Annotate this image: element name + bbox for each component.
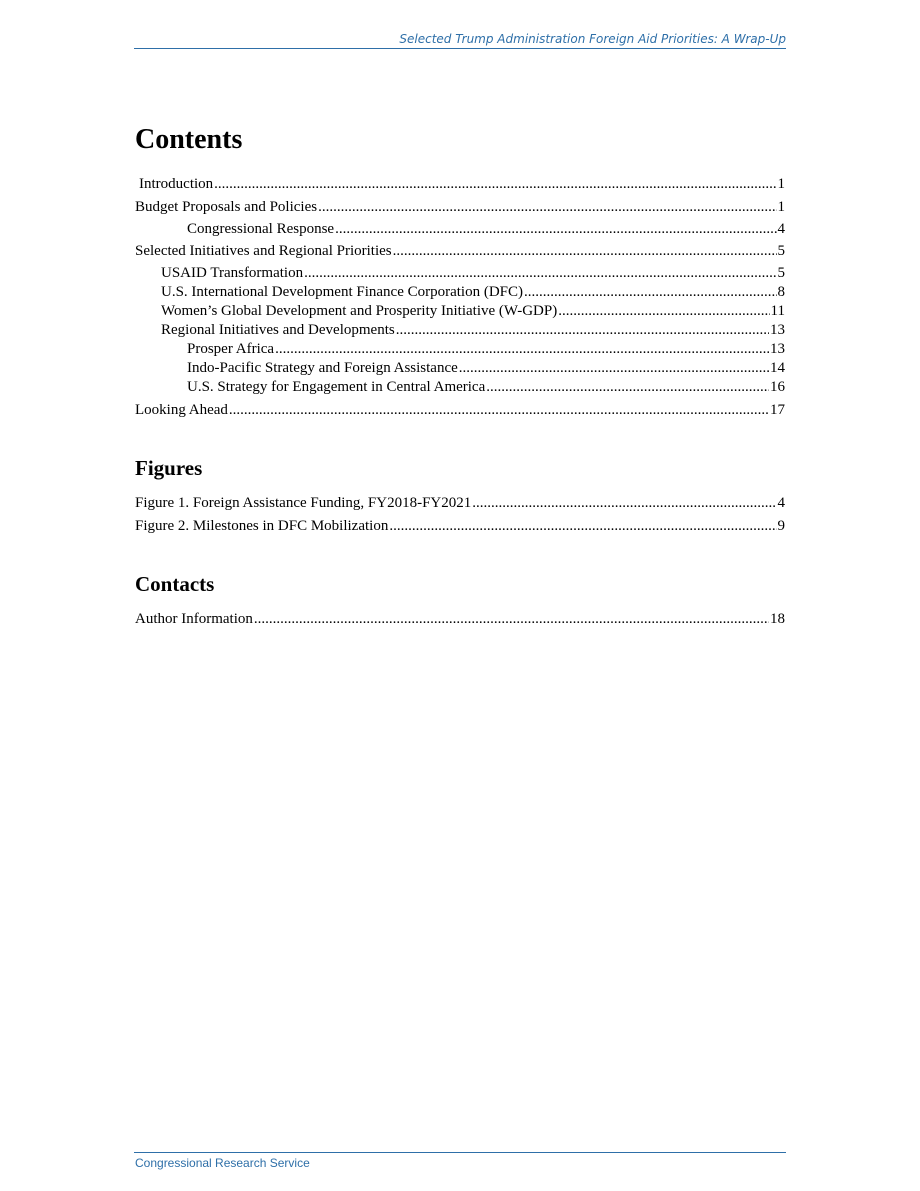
toc-entry-page: 1 xyxy=(777,199,785,215)
toc-entry-page: 11 xyxy=(770,303,785,319)
contact-entry-page: 18 xyxy=(770,611,785,627)
toc-leader-dots xyxy=(486,378,769,396)
toc-entry-indo-pacific[interactable] xyxy=(187,359,785,377)
toc-leader-dots xyxy=(389,517,776,535)
toc-entry-page: 13 xyxy=(770,341,785,357)
toc-entry-usaid-transformation[interactable] xyxy=(161,264,785,282)
toc-entry-budget-proposals[interactable] xyxy=(135,198,785,216)
contacts-heading: Contacts xyxy=(135,572,215,596)
toc-entry-dfc[interactable] xyxy=(161,283,785,301)
toc-entry-central-america[interactable] xyxy=(187,378,785,396)
toc-entry-title: Indo-Pacific Strategy and Foreign Assistance xyxy=(187,360,458,376)
toc-entry-page: 14 xyxy=(770,360,785,376)
toc-entry-w-gdp[interactable] xyxy=(161,302,785,320)
toc-entry-page: 16 xyxy=(770,379,785,395)
toc-leader-dots xyxy=(459,359,769,377)
toc-entry-title: Regional Initiatives and Developments xyxy=(161,322,395,338)
figure-entry-page: 4 xyxy=(777,495,785,511)
toc-leader-dots xyxy=(214,175,776,193)
figure-entry-title: Figure 2. Milestones in DFC Mobilization xyxy=(135,518,389,534)
toc-entry-page: 4 xyxy=(777,221,785,237)
toc-entry-page: 17 xyxy=(770,402,785,418)
toc-entry-page: 8 xyxy=(777,284,785,300)
toc-entry-page: 5 xyxy=(777,243,785,259)
page-footer xyxy=(134,1152,786,1170)
figure-entry-2[interactable] xyxy=(135,517,785,535)
toc-entry-title: Looking Ahead xyxy=(135,402,228,418)
toc-leader-dots xyxy=(304,264,776,282)
toc-entry-page: 5 xyxy=(777,265,785,281)
header-title: Selected Trump Administration Foreign Aid Priorities: A Wrap-Up xyxy=(399,32,786,46)
toc-entry-looking-ahead[interactable] xyxy=(135,401,785,419)
page-header xyxy=(134,32,786,49)
toc-entry-title: Prosper Africa xyxy=(187,341,275,357)
contact-entry-title: Author Information xyxy=(135,611,253,627)
figure-entry-title: Figure 1. Foreign Assistance Funding, FY2018-FY2021 xyxy=(135,495,472,511)
toc-entry-title: Introduction xyxy=(139,176,214,192)
toc-entry-title: U.S. Strategy for Engagement in Central America xyxy=(187,379,486,395)
figure-entry-page: 9 xyxy=(777,518,785,534)
toc-entry-title: Women’s Global Development and Prosperity Initiative (W-GDP) xyxy=(161,303,558,319)
toc-entry-selected-initiatives[interactable] xyxy=(135,242,785,260)
footer-text: Congressional Research Service xyxy=(135,1156,310,1170)
toc-leader-dots xyxy=(524,283,776,301)
toc-entry-page: 13 xyxy=(770,322,785,338)
toc-entry-regional-initiatives[interactable] xyxy=(161,321,785,339)
toc-entry-title: U.S. International Development Finance Corporation (DFC) xyxy=(161,284,524,300)
toc-leader-dots xyxy=(472,494,776,512)
toc-leader-dots xyxy=(275,340,769,358)
toc-entry-title: Selected Initiatives and Regional Priorities xyxy=(135,243,392,259)
toc-entry-title: USAID Transformation xyxy=(161,265,304,281)
toc-leader-dots xyxy=(229,401,769,419)
toc-entry-page: 1 xyxy=(777,176,785,192)
toc-leader-dots xyxy=(558,302,769,320)
toc-leader-dots xyxy=(393,242,777,260)
contents-heading: Contents xyxy=(135,124,243,155)
toc-entry-introduction[interactable] xyxy=(139,175,785,193)
toc-leader-dots xyxy=(335,220,776,238)
toc-entry-prosper-africa[interactable] xyxy=(187,340,785,358)
toc-leader-dots xyxy=(318,198,776,216)
contact-entry-author-information[interactable] xyxy=(135,610,785,628)
toc-entry-congressional-response[interactable] xyxy=(187,220,785,238)
figures-heading: Figures xyxy=(135,456,203,480)
toc-leader-dots xyxy=(396,321,769,339)
toc-leader-dots xyxy=(254,610,769,628)
figure-entry-1[interactable] xyxy=(135,494,785,512)
toc-entry-title: Budget Proposals and Policies xyxy=(135,199,318,215)
toc-entry-title: Congressional Response xyxy=(187,221,335,237)
